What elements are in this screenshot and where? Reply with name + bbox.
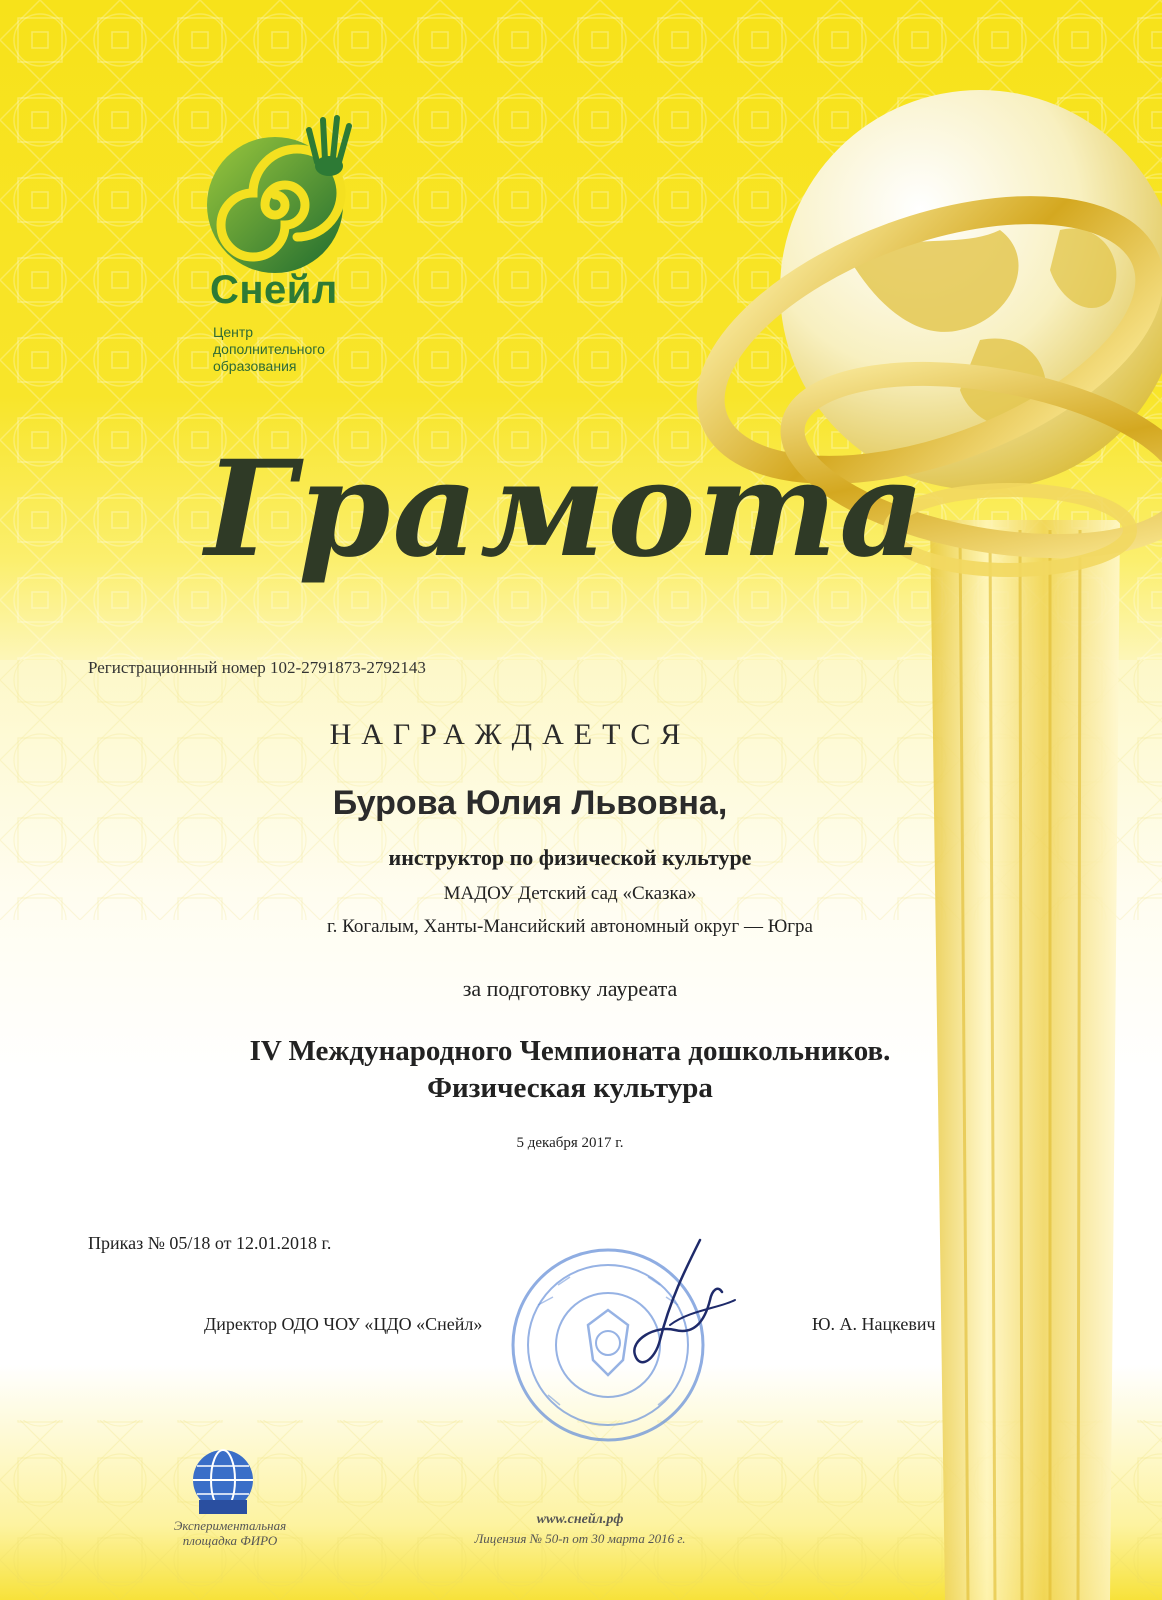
event-title-line1: IV Международного Чемпионата дошкольников. (249, 1035, 891, 1067)
brand-subtitle: Центр дополнительного образования (213, 324, 325, 374)
firo-globe-icon (183, 1440, 263, 1520)
brand-name: Снейл (210, 268, 338, 312)
award-reason: за подготовку лауреата (462, 976, 678, 1001)
recipient-organization: МАДОУ Детский сад «Сказка» (443, 883, 697, 904)
event-date: 5 декабря 2017 г. (516, 1135, 624, 1151)
director-signature (600, 1230, 740, 1380)
registration-number: Регистрационный номер 102-2791873-2792143 (88, 658, 426, 677)
director-title: Директор ОДО ЧОУ «ЦДО «Снейл» (204, 1314, 483, 1334)
website-link: www.снейл.рф (536, 1512, 624, 1527)
order-reference: Приказ № 05/18 от 12.01.2018 г. (88, 1233, 332, 1253)
recipient-location: г. Когалым, Ханты-Мансийский автономный округ — Югра (327, 916, 813, 937)
certificate-title: Грамота (205, 432, 927, 587)
recipient-role: инструктор по физической культуре (388, 845, 752, 870)
director-name: Ю. А. Нацкевич (812, 1314, 936, 1334)
firo-caption: Экспериментальная площадка ФИРО (173, 1518, 287, 1548)
recipient-name: Бурова Юлия Львовна, (332, 784, 728, 822)
event-title-line2: Физическая культура (427, 1072, 713, 1104)
awarded-heading: НАГРАЖДАЕТСЯ (329, 718, 691, 751)
license-info: Лицензия № 50-п от 30 марта 2016 г. (474, 1531, 686, 1546)
